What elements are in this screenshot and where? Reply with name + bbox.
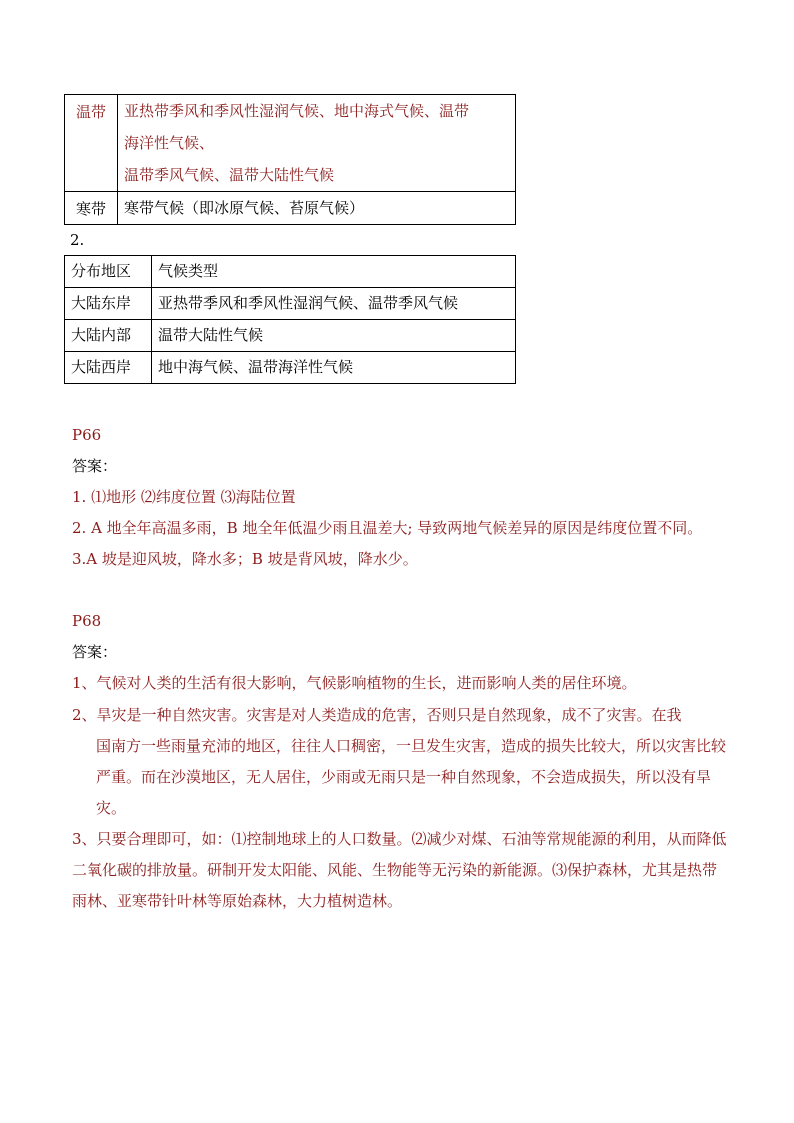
answer-paragraph <box>72 700 727 824</box>
answer-item: 3.A 坡是迎风坡，降水多；B 坡是背风坡，降水少。 <box>72 550 418 568</box>
climate-type-cell: 地中海气候、温带海洋性气候 <box>152 352 516 384</box>
answer-paragraph-first-line: 2、旱灾是一种自然灾害。灾害是对人类造成的危害，否则只是自然现象，成不了灾害。在我 <box>72 706 682 724</box>
answer-item: 1. ⑴地形 ⑵纬度位置 ⑶海陆位置 <box>72 488 296 506</box>
column-header: 分布地区 <box>65 256 152 288</box>
column-header: 气候类型 <box>152 256 516 288</box>
zone-cell: 温带 <box>65 95 118 192</box>
table-row <box>65 352 516 384</box>
page-reference-heading: P68 <box>72 612 102 630</box>
table-header-row <box>65 256 516 288</box>
climate-type-cell: 温带大陆性气候 <box>152 320 516 352</box>
region-cell: 大陆东岸 <box>65 288 152 320</box>
climate-cell-line: 温带季风气候、温带大陆性气候 <box>124 166 335 184</box>
climate-cell-line: 海洋性气候、 <box>124 134 215 152</box>
answer-item: 2. A 地全年高温多雨，B 地全年低温少雨且温差大; 导致两地气候差异的原因是纬度位置不同。 <box>72 519 703 537</box>
distribution-table <box>64 255 516 384</box>
answer-paragraph: 3、只要合理即可，如：⑴控制地球上的人口数量。⑵减少对煤、石油等常规能源的利用，从而降低二氧化碳的排放量。研制开发太阳能、风能、生物能等无污染的新能源。⑶保护森林，尤其是热带雨林、亚寒带针叶林等原始森林，大力植树造林。 <box>72 830 727 910</box>
page-reference-heading: P66 <box>72 426 102 444</box>
region-cell: 大陆内部 <box>65 320 152 352</box>
section-number: 2. <box>70 231 85 249</box>
climate-zone-table <box>64 94 516 225</box>
answer-label: 答案： <box>72 643 118 661</box>
table-row <box>65 288 516 320</box>
climate-cell: 寒带气候（即冰原气候、苔原气候） <box>118 192 516 225</box>
region-cell: 大陆西岸 <box>65 352 152 384</box>
climate-type-cell: 亚热带季风和季风性湿润气候、温带季风气候 <box>152 288 516 320</box>
answer-label: 答案： <box>72 457 118 475</box>
zone-cell: 寒带 <box>65 192 118 225</box>
climate-cell-line: 亚热带季风和季风性湿润气候、地中海式气候、温带 <box>124 102 470 120</box>
climate-cell <box>118 95 516 192</box>
table-row <box>65 192 516 225</box>
table-row <box>65 95 516 192</box>
answer-paragraph-continuation: 国南方一些雨量充沛的地区，往往人口稠密，一旦发生灾害，造成的损失比较大，所以灾害比较严重。而在沙漠地区，无人居住，少雨或无雨只是一种自然现象，不会造成损失，所以没有旱灾。 <box>96 737 727 817</box>
answer-item: 1、气候对人类的生活有很大影响，气候影响植物的生长，进而影响人类的居住环境。 <box>72 674 637 692</box>
table-row <box>65 320 516 352</box>
